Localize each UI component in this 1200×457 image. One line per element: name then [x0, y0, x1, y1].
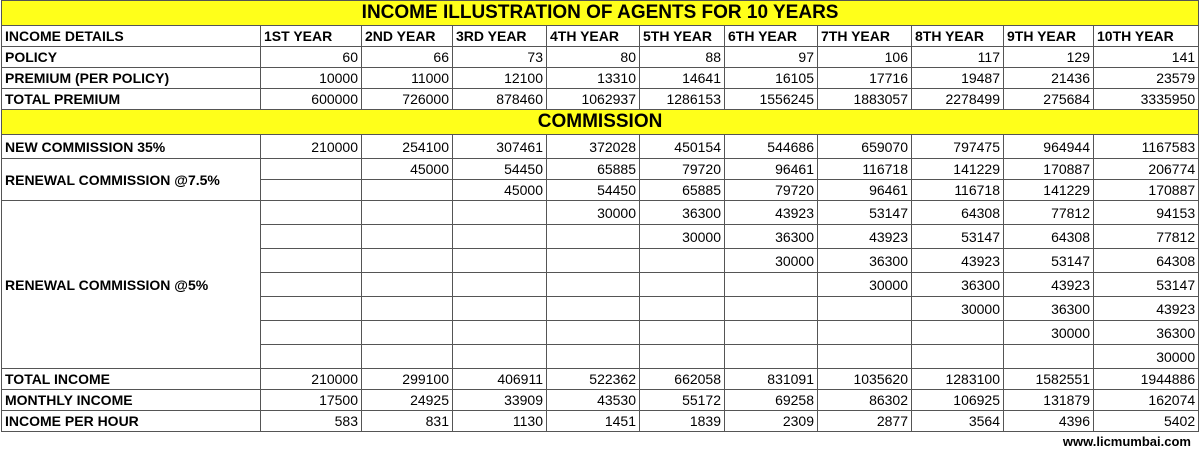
column-header: 2ND YEAR	[362, 26, 453, 47]
value-cell: 43530	[547, 390, 640, 411]
value-cell	[261, 225, 362, 249]
column-header: 10TH YEAR	[1094, 26, 1199, 47]
value-cell	[912, 345, 1004, 369]
value-cell: 141229	[912, 159, 1004, 180]
value-cell: 36300	[1004, 297, 1094, 321]
value-cell: 831	[362, 411, 453, 432]
column-header: 5TH YEAR	[640, 26, 725, 47]
value-cell: 141	[1094, 47, 1199, 68]
value-cell	[547, 249, 640, 273]
premium-row	[2, 68, 1199, 89]
value-cell: 141229	[1004, 180, 1094, 201]
value-cell	[640, 273, 725, 297]
value-cell	[912, 321, 1004, 345]
value-cell	[453, 297, 547, 321]
value-cell: 131879	[1004, 390, 1094, 411]
value-cell	[261, 297, 362, 321]
value-cell: 88	[640, 47, 725, 68]
value-cell: 1286153	[640, 89, 725, 110]
value-cell: 307461	[453, 135, 547, 159]
column-header-row	[2, 26, 1199, 47]
value-cell	[362, 225, 453, 249]
row-label: PREMIUM (PER POLICY)	[2, 68, 261, 89]
value-cell: 65885	[547, 159, 640, 180]
value-cell: 19487	[912, 68, 1004, 89]
value-cell: 64308	[1004, 225, 1094, 249]
value-cell: 117	[912, 47, 1004, 68]
value-cell	[725, 345, 818, 369]
value-cell: 106	[818, 47, 912, 68]
value-cell: 77812	[1094, 225, 1199, 249]
value-cell	[818, 297, 912, 321]
value-cell	[547, 273, 640, 297]
value-cell	[725, 297, 818, 321]
value-cell: 54450	[453, 159, 547, 180]
value-cell: 43923	[725, 201, 818, 225]
value-cell: 4396	[1004, 411, 1094, 432]
row-label: INCOME PER HOUR	[2, 411, 261, 432]
value-cell: 1035620	[818, 369, 912, 390]
value-cell: 55172	[640, 390, 725, 411]
value-cell: 17500	[261, 390, 362, 411]
value-cell: 14641	[640, 68, 725, 89]
value-cell: 129	[1004, 47, 1094, 68]
value-cell: 30000	[912, 297, 1004, 321]
value-cell: 11000	[362, 68, 453, 89]
row-label: POLICY	[2, 47, 261, 68]
value-cell: 797475	[912, 135, 1004, 159]
value-cell: 1839	[640, 411, 725, 432]
value-cell: 170887	[1004, 159, 1094, 180]
value-cell: 13310	[547, 68, 640, 89]
value-cell: 1130	[453, 411, 547, 432]
value-cell: 1451	[547, 411, 640, 432]
value-cell: 17716	[818, 68, 912, 89]
value-cell: 964944	[1004, 135, 1094, 159]
value-cell	[640, 297, 725, 321]
value-cell	[261, 159, 362, 180]
row-label: RENEWAL COMMISSION @7.5%	[2, 159, 261, 201]
value-cell: 53147	[1094, 273, 1199, 297]
value-cell: 43923	[1094, 297, 1199, 321]
value-cell: 53147	[912, 225, 1004, 249]
column-header: 1ST YEAR	[261, 26, 362, 47]
value-cell	[261, 180, 362, 201]
renewal-5-row	[2, 201, 1199, 225]
value-cell: 2877	[818, 411, 912, 432]
value-cell: 162074	[1094, 390, 1199, 411]
value-cell: 30000	[1094, 345, 1199, 369]
value-cell	[261, 249, 362, 273]
row-label: TOTAL PREMIUM	[2, 89, 261, 110]
value-cell: 80	[547, 47, 640, 68]
value-cell	[362, 297, 453, 321]
value-cell: 12100	[453, 68, 547, 89]
value-cell: 79720	[725, 180, 818, 201]
value-cell: 206774	[1094, 159, 1199, 180]
value-cell: 53147	[1004, 249, 1094, 273]
value-cell: 600000	[261, 89, 362, 110]
value-cell: 1283100	[912, 369, 1004, 390]
value-cell: 831091	[725, 369, 818, 390]
value-cell	[640, 249, 725, 273]
value-cell: 97	[725, 47, 818, 68]
policy-row	[2, 47, 1199, 68]
sheet-title-row	[2, 1, 1199, 26]
value-cell: 1582551	[1004, 369, 1094, 390]
value-cell: 1883057	[818, 89, 912, 110]
income-illustration-table	[1, 0, 1199, 432]
monthly-income-row	[2, 390, 1199, 411]
value-cell: 45000	[362, 159, 453, 180]
commission-title: COMMISSION	[2, 110, 1199, 135]
value-cell: 544686	[725, 135, 818, 159]
value-cell: 60	[261, 47, 362, 68]
value-cell	[453, 273, 547, 297]
value-cell: 662058	[640, 369, 725, 390]
value-cell	[261, 345, 362, 369]
value-cell: 23579	[1094, 68, 1199, 89]
value-cell: 53147	[818, 201, 912, 225]
value-cell	[453, 321, 547, 345]
total-income-row	[2, 369, 1199, 390]
value-cell: 726000	[362, 89, 453, 110]
website-footer: www.licmumbai.com	[1062, 434, 1191, 449]
value-cell	[261, 273, 362, 297]
value-cell: 66	[362, 47, 453, 68]
value-cell	[818, 321, 912, 345]
column-header: 7TH YEAR	[818, 26, 912, 47]
value-cell	[1004, 345, 1094, 369]
value-cell	[362, 201, 453, 225]
row-label: MONTHLY INCOME	[2, 390, 261, 411]
value-cell	[547, 345, 640, 369]
value-cell: 1167583	[1094, 135, 1199, 159]
value-cell: 64308	[912, 201, 1004, 225]
value-cell: 2309	[725, 411, 818, 432]
value-cell: 43923	[818, 225, 912, 249]
value-cell: 64308	[1094, 249, 1199, 273]
value-cell	[547, 297, 640, 321]
value-cell	[547, 321, 640, 345]
column-header: 8TH YEAR	[912, 26, 1004, 47]
value-cell: 210000	[261, 369, 362, 390]
value-cell	[453, 225, 547, 249]
value-cell: 10000	[261, 68, 362, 89]
value-cell	[362, 249, 453, 273]
value-cell	[261, 321, 362, 345]
value-cell: 45000	[453, 180, 547, 201]
value-cell: 583	[261, 411, 362, 432]
value-cell	[453, 201, 547, 225]
value-cell: 30000	[725, 249, 818, 273]
value-cell: 96461	[725, 159, 818, 180]
column-header: 9TH YEAR	[1004, 26, 1094, 47]
value-cell: 94153	[1094, 201, 1199, 225]
value-cell: 43923	[1004, 273, 1094, 297]
value-cell: 2278499	[912, 89, 1004, 110]
value-cell	[453, 249, 547, 273]
value-cell	[362, 321, 453, 345]
new-commission-row	[2, 135, 1199, 159]
value-cell	[725, 273, 818, 297]
value-cell: 79720	[640, 159, 725, 180]
value-cell: 659070	[818, 135, 912, 159]
value-cell: 210000	[261, 135, 362, 159]
column-header: 6TH YEAR	[725, 26, 818, 47]
value-cell: 372028	[547, 135, 640, 159]
value-cell: 30000	[547, 201, 640, 225]
value-cell	[261, 201, 362, 225]
row-label: RENEWAL COMMISSION @5%	[2, 201, 261, 369]
column-header: 3RD YEAR	[453, 26, 547, 47]
value-cell: 36300	[818, 249, 912, 273]
value-cell: 36300	[1094, 321, 1199, 345]
value-cell: 33909	[453, 390, 547, 411]
value-cell	[362, 180, 453, 201]
value-cell	[362, 273, 453, 297]
value-cell	[547, 225, 640, 249]
column-header: 4TH YEAR	[547, 26, 640, 47]
value-cell: 30000	[818, 273, 912, 297]
value-cell	[640, 321, 725, 345]
value-cell: 406911	[453, 369, 547, 390]
value-cell: 1944886	[1094, 369, 1199, 390]
commission-title-row	[2, 110, 1199, 135]
value-cell: 3564	[912, 411, 1004, 432]
income-per-hour-row	[2, 411, 1199, 432]
value-cell: 16105	[725, 68, 818, 89]
value-cell: 69258	[725, 390, 818, 411]
value-cell: 878460	[453, 89, 547, 110]
value-cell: 5402	[1094, 411, 1199, 432]
value-cell: 36300	[912, 273, 1004, 297]
value-cell: 299100	[362, 369, 453, 390]
value-cell: 24925	[362, 390, 453, 411]
value-cell: 106925	[912, 390, 1004, 411]
value-cell: 65885	[640, 180, 725, 201]
value-cell: 54450	[547, 180, 640, 201]
value-cell: 36300	[640, 201, 725, 225]
value-cell: 30000	[640, 225, 725, 249]
row-label: NEW COMMISSION 35%	[2, 135, 261, 159]
value-cell	[362, 345, 453, 369]
value-cell	[818, 345, 912, 369]
value-cell: 86302	[818, 390, 912, 411]
value-cell: 450154	[640, 135, 725, 159]
value-cell: 275684	[1004, 89, 1094, 110]
value-cell: 96461	[818, 180, 912, 201]
column-header: INCOME DETAILS	[2, 26, 261, 47]
value-cell: 43923	[912, 249, 1004, 273]
value-cell: 170887	[1094, 180, 1199, 201]
value-cell: 522362	[547, 369, 640, 390]
row-label: TOTAL INCOME	[2, 369, 261, 390]
value-cell	[453, 345, 547, 369]
value-cell: 30000	[1004, 321, 1094, 345]
value-cell: 1062937	[547, 89, 640, 110]
value-cell	[640, 345, 725, 369]
value-cell: 254100	[362, 135, 453, 159]
renewal-7-5-row	[2, 159, 1199, 180]
value-cell: 36300	[725, 225, 818, 249]
value-cell: 3335950	[1094, 89, 1199, 110]
value-cell: 116718	[818, 159, 912, 180]
value-cell: 73	[453, 47, 547, 68]
total-premium-row	[2, 89, 1199, 110]
value-cell: 77812	[1004, 201, 1094, 225]
value-cell: 21436	[1004, 68, 1094, 89]
value-cell: 1556245	[725, 89, 818, 110]
value-cell: 116718	[912, 180, 1004, 201]
value-cell	[725, 321, 818, 345]
sheet-title: INCOME ILLUSTRATION OF AGENTS FOR 10 YEARS	[2, 1, 1199, 26]
